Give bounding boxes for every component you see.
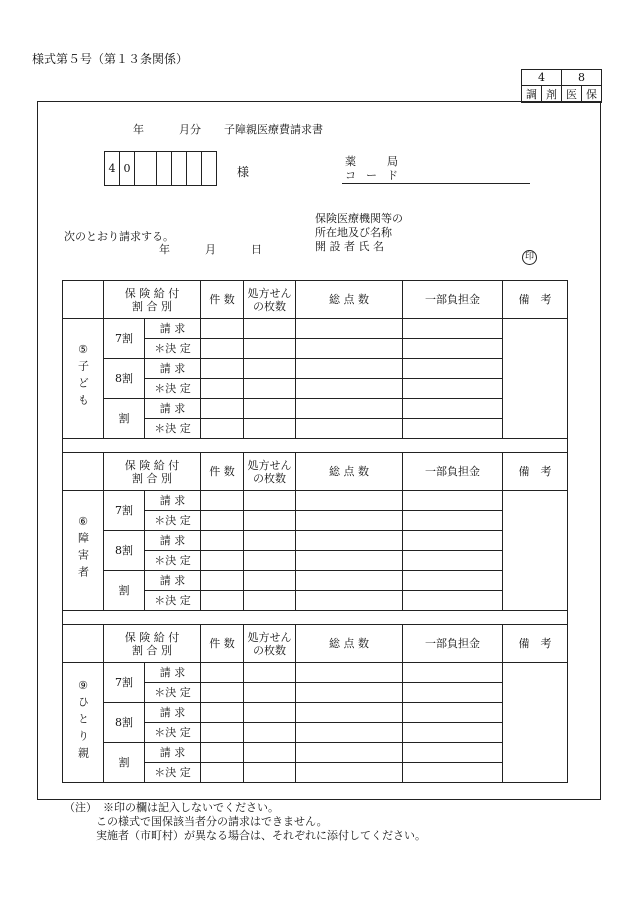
header-rx-bottom: の枚数 (253, 471, 286, 485)
code-digit-field[interactable] (135, 152, 157, 186)
pharmacy-code-label (345, 155, 408, 183)
copay-field[interactable] (403, 551, 503, 571)
points-field[interactable] (296, 703, 403, 723)
row-label-decision: ＊決 定 (145, 683, 201, 703)
table-row (63, 491, 568, 511)
notes-line: この様式で国保該当者分の請求はできません。 (96, 815, 328, 828)
points-field[interactable] (296, 419, 403, 439)
section-circle-number: ⑥ (78, 515, 88, 528)
section-name: ひとり親 (76, 695, 90, 764)
header-row (63, 281, 568, 319)
table-row (63, 531, 568, 551)
header-points: 総 点 数 (296, 453, 403, 491)
row-label-decision: ＊決 定 (145, 763, 201, 783)
ratio-label: 8割 (104, 359, 145, 399)
seal-mark-icon: 印 (522, 250, 537, 265)
remarks-field[interactable] (503, 663, 568, 783)
pharmacy-code-label-line1: 薬 局 (345, 155, 408, 168)
notes (64, 801, 426, 843)
header-ratio-bottom: 割 合 別 (132, 643, 172, 657)
count-field[interactable] (201, 339, 244, 359)
code-digit-field[interactable]: 0 (120, 152, 135, 186)
count-field[interactable] (201, 723, 244, 743)
points-field[interactable] (296, 399, 403, 419)
row-label-decision: ＊決 定 (145, 419, 201, 439)
count-field[interactable] (201, 703, 244, 723)
count-field[interactable] (201, 419, 244, 439)
copay-field[interactable] (403, 683, 503, 703)
title-year: 年 (133, 123, 144, 136)
code-box-cell: 剤 (542, 86, 562, 103)
row-label-claim: 請 求 (145, 531, 201, 551)
points-field[interactable] (296, 379, 403, 399)
ratio-label: 7割 (104, 319, 145, 359)
separator-cell (63, 611, 568, 625)
code-box-cell: 調 (522, 86, 542, 103)
copay-field[interactable] (403, 359, 503, 379)
count-field[interactable] (201, 399, 244, 419)
code-digit-field[interactable] (157, 152, 172, 186)
row-label-decision: ＊決 定 (145, 379, 201, 399)
header-copay: 一部負担金 (403, 453, 503, 491)
section-separator (63, 611, 568, 625)
header-rx-top: 処方せん (247, 458, 292, 472)
points-field[interactable] (296, 319, 403, 339)
code-box-cell: 4 (522, 70, 562, 86)
header-ratio-top: 保 険 給 付 (124, 458, 180, 472)
count-field[interactable] (201, 491, 244, 511)
request-date (159, 241, 262, 257)
rx-count-field[interactable] (244, 379, 296, 399)
table-row (63, 571, 568, 591)
institution-label: 保険医療機関等の (315, 212, 403, 225)
table-row (63, 703, 568, 723)
count-field[interactable] (201, 379, 244, 399)
provider-code-boxes (104, 151, 217, 186)
notes-line: 実施者（市町村）が異なる場合は、それぞれに添付してください。 (96, 829, 426, 842)
points-field[interactable] (296, 683, 403, 703)
header-count: 件 数 (201, 453, 244, 491)
rx-count-field[interactable] (244, 551, 296, 571)
row-label-claim: 請 求 (145, 703, 201, 723)
points-field[interactable] (296, 551, 403, 571)
header-ratio (104, 281, 201, 319)
header-ratio (104, 453, 201, 491)
points-field[interactable] (296, 339, 403, 359)
points-field[interactable] (296, 763, 403, 783)
row-label-claim: 請 求 (145, 399, 201, 419)
date-day: 日 (251, 243, 262, 256)
code-box-cell: 8 (562, 70, 602, 86)
count-field[interactable] (201, 319, 244, 339)
ratio-label: 割 (104, 743, 145, 783)
rx-count-field[interactable] (244, 491, 296, 511)
header-rx (244, 281, 296, 319)
row-label-claim: 請 求 (145, 743, 201, 763)
ratio-label: 割 (104, 399, 145, 439)
ratio-label: 8割 (104, 531, 145, 571)
count-field[interactable] (201, 511, 244, 531)
row-label-claim: 請 求 (145, 359, 201, 379)
header-count: 件 数 (201, 281, 244, 319)
points-field[interactable] (296, 531, 403, 551)
section-circle-number: ⑨ (78, 678, 88, 692)
header-row (63, 625, 568, 663)
header-remarks: 備 考 (503, 281, 568, 319)
copay-field[interactable] (403, 591, 503, 611)
rx-count-field[interactable] (244, 763, 296, 783)
count-field[interactable] (201, 591, 244, 611)
header-blank (63, 281, 104, 319)
table-row (63, 399, 568, 419)
copay-field[interactable] (403, 703, 503, 723)
copay-field[interactable] (403, 379, 503, 399)
code-digit-field[interactable] (202, 152, 217, 186)
header-remarks: 備 考 (503, 453, 568, 491)
code-digit-field[interactable] (172, 152, 187, 186)
copay-field[interactable] (403, 743, 503, 763)
section-label (63, 663, 104, 783)
header-count: 件 数 (201, 625, 244, 663)
row-label-claim: 請 求 (145, 663, 201, 683)
header-ratio-top: 保 険 給 付 (124, 630, 180, 644)
header-ratio (104, 625, 201, 663)
count-field[interactable] (201, 663, 244, 683)
copay-field[interactable] (403, 319, 503, 339)
rx-count-field[interactable] (244, 511, 296, 531)
table-row (63, 743, 568, 763)
request-text: 次のとおり請求する。 (64, 230, 174, 243)
header-ratio-bottom: 割 合 別 (132, 471, 172, 485)
header-rx-bottom: の枚数 (253, 299, 286, 313)
table-row (63, 359, 568, 379)
rx-count-field[interactable] (244, 399, 296, 419)
rx-count-field[interactable] (244, 703, 296, 723)
header-points: 総 点 数 (296, 625, 403, 663)
count-field[interactable] (201, 763, 244, 783)
code-digit-field[interactable] (187, 152, 202, 186)
title-month: 月分 (179, 123, 201, 136)
section-name: 子ども (76, 360, 90, 411)
copay-field[interactable] (403, 339, 503, 359)
header-blank (63, 453, 104, 491)
count-field[interactable] (201, 571, 244, 591)
header-blank (63, 625, 104, 663)
row-label-decision: ＊決 定 (145, 551, 201, 571)
copay-field[interactable] (403, 663, 503, 683)
remarks-field[interactable] (503, 319, 568, 439)
ratio-label: 7割 (104, 491, 145, 531)
copay-field[interactable] (403, 419, 503, 439)
header-ratio-bottom: 割 合 別 (132, 299, 172, 313)
notes-label: （注） (64, 801, 97, 814)
rx-count-field[interactable] (244, 723, 296, 743)
points-field[interactable] (296, 723, 403, 743)
separator-cell (63, 439, 568, 453)
section-label (63, 319, 104, 439)
header-remarks: 備 考 (503, 625, 568, 663)
form-number: 様式第５号（第１３条関係） (32, 52, 189, 66)
table-row (63, 663, 568, 683)
copay-field[interactable] (403, 531, 503, 551)
row-label-decision: ＊決 定 (145, 723, 201, 743)
code-box-cell: 医 (562, 86, 582, 103)
section-name: 障害者 (76, 532, 90, 583)
copay-field[interactable] (403, 399, 503, 419)
rx-count-field[interactable] (244, 419, 296, 439)
rx-count-field[interactable] (244, 339, 296, 359)
claim-table (62, 280, 568, 783)
rx-count-field[interactable] (244, 591, 296, 611)
points-field[interactable] (296, 571, 403, 591)
remarks-field[interactable] (503, 491, 568, 611)
header-rx (244, 625, 296, 663)
header-ratio-top: 保 険 給 付 (124, 286, 180, 300)
rx-count-field[interactable] (244, 319, 296, 339)
rx-count-field[interactable] (244, 359, 296, 379)
header-copay: 一部負担金 (403, 281, 503, 319)
rx-count-field[interactable] (244, 663, 296, 683)
count-field[interactable] (201, 683, 244, 703)
header-rx (244, 453, 296, 491)
copay-field[interactable] (403, 511, 503, 531)
header-rx-bottom: の枚数 (253, 643, 286, 657)
header-rx-top: 処方せん (247, 286, 292, 300)
date-month: 月 (205, 243, 216, 256)
points-field[interactable] (296, 591, 403, 611)
rx-count-field[interactable] (244, 683, 296, 703)
points-field[interactable] (296, 663, 403, 683)
pharmacy-code-label-line2: コード (345, 169, 408, 182)
rx-count-field[interactable] (244, 743, 296, 763)
ratio-label: 7割 (104, 663, 145, 703)
code-digit-field[interactable]: 4 (105, 152, 120, 186)
count-field[interactable] (201, 743, 244, 763)
row-label-claim: 請 求 (145, 319, 201, 339)
pharmacy-code-underline[interactable] (342, 183, 530, 184)
document-title: 子障親医療費請求書 (224, 123, 323, 136)
row-label-claim: 請 求 (145, 571, 201, 591)
header-copay: 一部負担金 (403, 625, 503, 663)
points-field[interactable] (296, 511, 403, 531)
header-rx-top: 処方せん (247, 630, 292, 644)
row-label-decision: ＊決 定 (145, 511, 201, 531)
row-label-decision: ＊決 定 (145, 591, 201, 611)
points-field[interactable] (296, 491, 403, 511)
count-field[interactable] (201, 531, 244, 551)
copay-field[interactable] (403, 491, 503, 511)
rx-count-field[interactable] (244, 571, 296, 591)
points-field[interactable] (296, 743, 403, 763)
code-box (521, 69, 602, 103)
copay-field[interactable] (403, 763, 503, 783)
rx-count-field[interactable] (244, 531, 296, 551)
count-field[interactable] (201, 359, 244, 379)
header-row (63, 453, 568, 491)
row-label-claim: 請 求 (145, 491, 201, 511)
count-field[interactable] (201, 551, 244, 571)
points-field[interactable] (296, 359, 403, 379)
code-box-cell: 保 (582, 86, 602, 103)
institution-label: 開 設 者 氏 名 (315, 240, 384, 253)
copay-field[interactable] (403, 571, 503, 591)
section-circle-number: ⑤ (78, 343, 88, 356)
notes-line: ※印の欄は記入しないでください。 (103, 801, 279, 814)
ratio-label: 割 (104, 571, 145, 611)
section-separator (63, 439, 568, 453)
institution-labels (315, 212, 403, 254)
ratio-label: 8割 (104, 703, 145, 743)
copay-field[interactable] (403, 723, 503, 743)
title-row (133, 121, 323, 137)
honorific-sama: 様 (237, 165, 250, 179)
table-row (63, 319, 568, 339)
row-label-decision: ＊決 定 (145, 339, 201, 359)
section-label (63, 491, 104, 611)
date-year: 年 (159, 243, 170, 256)
header-points: 総 点 数 (296, 281, 403, 319)
institution-label: 所在地及び名称 (315, 226, 392, 239)
